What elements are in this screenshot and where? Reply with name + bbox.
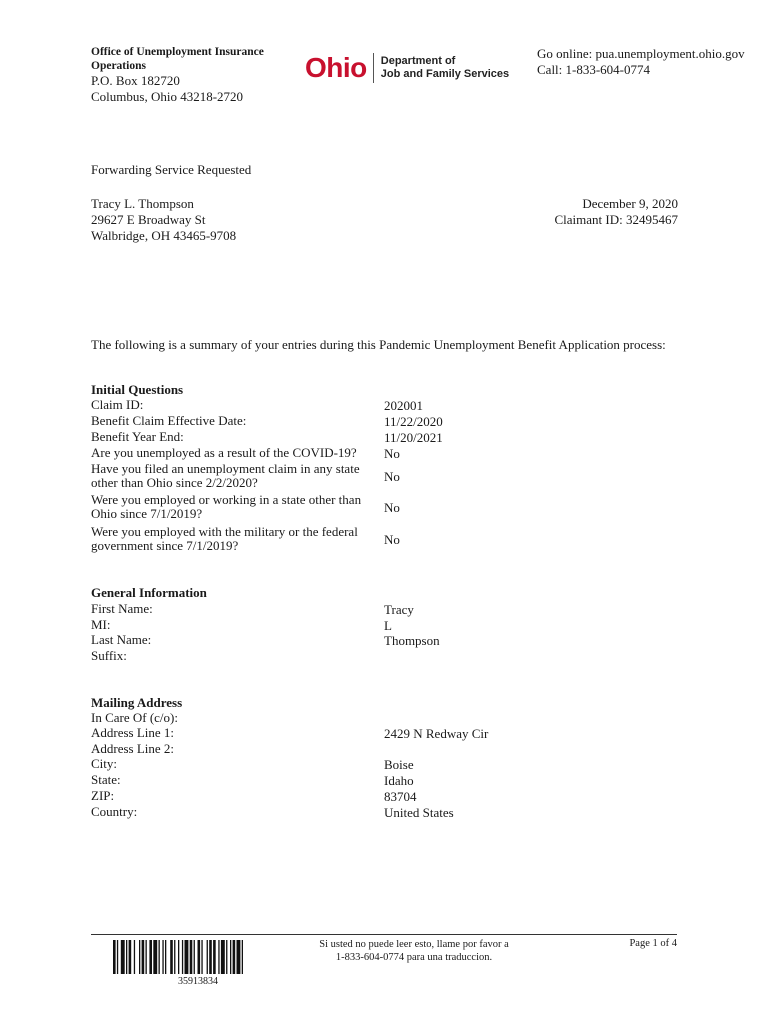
ohio-jfs-logo — [305, 50, 509, 86]
addressee-city: Walbridge, OH 43465-9708 — [91, 228, 237, 243]
forwarding-notice: Forwarding Service Requested — [91, 162, 252, 177]
logo-divider — [373, 53, 374, 83]
office-name-line2: Operations — [91, 59, 146, 72]
translation-notice — [300, 938, 528, 964]
barcode-icon — [113, 940, 285, 974]
online-link[interactable]: Go online: pua.unemployment.ohio.gov — [537, 46, 745, 61]
contact-info — [537, 46, 745, 78]
page-number: Page 1 of 4 — [629, 938, 677, 949]
logo-ohio-wordmark: Ohio — [305, 52, 367, 83]
intro-paragraph: The following is a summary of your entries during this Pandemic Unemployment Benefit Application process: — [91, 337, 666, 352]
addressee-street: 29627 E Broadway St — [91, 212, 206, 227]
po-box: P.O. Box 182720 — [91, 73, 180, 88]
logo-department — [381, 50, 509, 81]
footer-divider — [91, 934, 677, 935]
letter-meta — [555, 196, 679, 228]
logo-dept-line1: Department of — [380, 55, 456, 67]
translation-line2: 1-833-604-0774 para una traduccion. — [335, 952, 493, 963]
section-title-initial-questions: Initial Questions — [91, 382, 184, 397]
section-title-general-information: General Information — [91, 585, 207, 600]
office-name — [91, 46, 264, 73]
letter-date: December 9, 2020 — [582, 196, 678, 211]
addressee-block — [91, 196, 236, 244]
translation-line1: Si usted no puede leer esto, llame por favor a — [319, 939, 509, 950]
claimant-id: Claimant ID: 32495467 — [554, 212, 678, 227]
logo-dept-line2: Job and Family Services — [380, 68, 510, 80]
section-title-mailing-address: Mailing Address — [91, 695, 183, 710]
office-name-line1: Office of Unemployment Insurance — [91, 46, 264, 58]
addressee-name: Tracy L. Thompson — [91, 196, 194, 211]
office-city: Columbus, Ohio 43218-2720 — [91, 89, 244, 104]
phone-number: Call: 1-833-604-0774 — [537, 62, 651, 77]
barcode-number: 35913834 — [178, 976, 218, 987]
office-address — [91, 73, 243, 105]
